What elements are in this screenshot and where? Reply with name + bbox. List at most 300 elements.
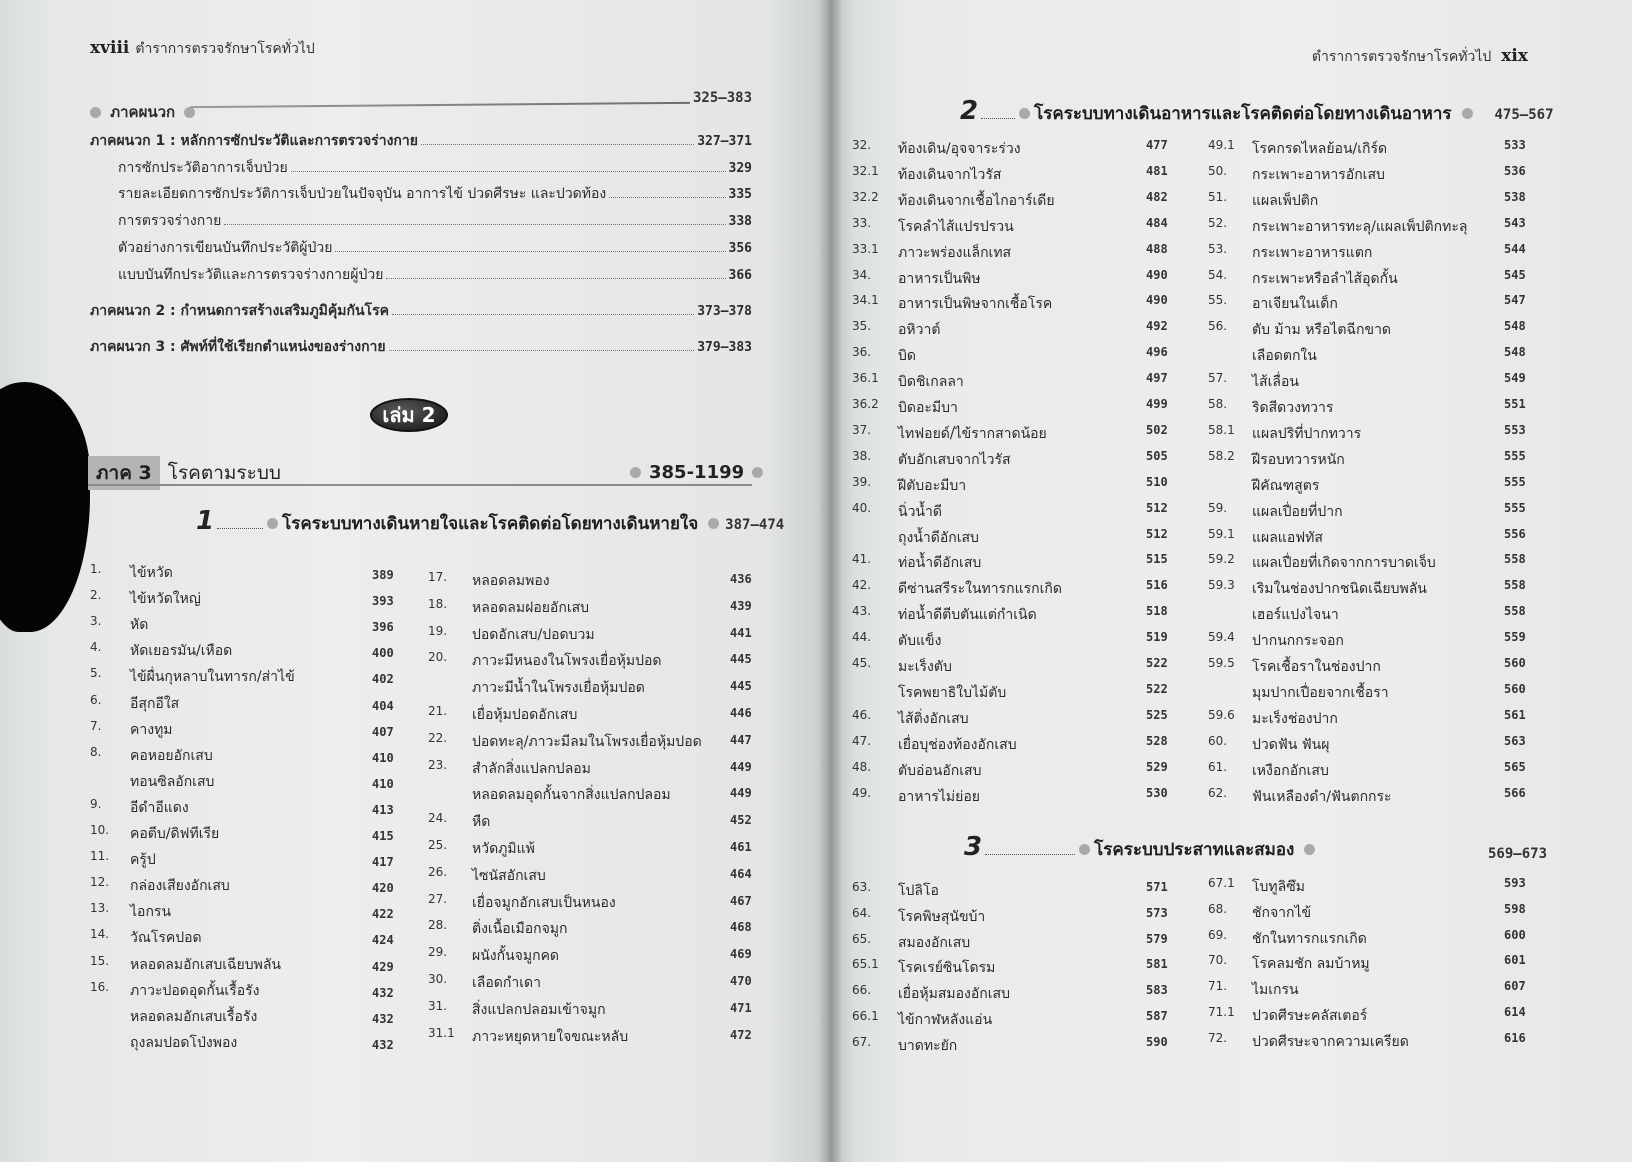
- entry-name: เยื่อหุ้มสมองอักเสบ: [898, 986, 1010, 1003]
- entry-name: ท่อน้ำดีอักเสบ: [898, 555, 982, 572]
- toc-entry: [90, 771, 400, 793]
- toc-entry: [1208, 138, 1538, 160]
- entry-name: มุมปากเปื่อยจากเชื้อรา: [1252, 684, 1389, 701]
- entry-name: ตับอักเสบจากไวรัส: [898, 451, 1011, 468]
- toc-entry: [90, 588, 400, 610]
- entry-number: 37.: [852, 422, 872, 437]
- entry-name: วัณโรคปอด: [130, 930, 202, 947]
- entry-name: แผลปริที่ปากทวาร: [1252, 425, 1362, 442]
- entry-name: หลอดลมอุดกั้นจากสิ่งแปลกปลอม: [472, 787, 671, 804]
- entry-name: เหงือกอักเสบ: [1252, 762, 1329, 779]
- entry-name: บิด: [898, 348, 916, 365]
- chapter-range: 387–474: [725, 517, 785, 533]
- entry-name: สำลักสิ่งแปลกปลอม: [472, 760, 591, 777]
- toc-label: รายละเอียดการซักประวัติการเจ็บป่วยในปัจจุบัน อาการไข้ ปวดศีรษะ และปวดท้อง: [118, 186, 607, 202]
- toc-entry: [428, 758, 758, 780]
- left-running-head: [90, 38, 315, 60]
- entry-number: 9.: [90, 796, 102, 811]
- entry-number: 50.: [1208, 163, 1228, 178]
- entry-page: 538: [1504, 189, 1526, 204]
- toc-label: แบบบันทึกประวัติและการตรวจร่างกายผู้ป่วย: [118, 267, 384, 283]
- toc-entry: [852, 630, 1172, 652]
- entry-name: บาดทะยัก: [898, 1037, 958, 1054]
- entry-page: 477: [1146, 138, 1168, 152]
- entry-name: ฝีคัณฑสูตร: [1252, 477, 1320, 494]
- entry-name: มะเร็งช่องปาก: [1252, 710, 1338, 727]
- toc-label: การซักประวัติอาการเจ็บป่วย: [118, 160, 288, 176]
- leader-dots: [609, 197, 725, 198]
- toc-entry: [90, 849, 400, 871]
- entry-page: 522: [1146, 681, 1168, 696]
- entry-page: 579: [1146, 931, 1168, 946]
- toc-entry: [852, 1009, 1172, 1031]
- toc-entry: [852, 682, 1172, 704]
- entry-page: 417: [372, 855, 394, 870]
- entry-name: ท้องเดินจากเชื้อไกอาร์เดีย: [898, 192, 1055, 209]
- chapter-title: โรคระบบประสาทและสมอง: [1094, 840, 1295, 860]
- entry-number: 66.1: [852, 1009, 879, 1023]
- entry-number: 59.5: [1208, 656, 1235, 670]
- entry-name: มะเร็งตับ: [898, 659, 952, 675]
- entry-number: 32.: [852, 138, 872, 152]
- appendix-toc-line: [90, 336, 752, 358]
- entry-name: ท้องเดินจากไวรัส: [898, 166, 1002, 183]
- entry-number: 33.: [852, 215, 872, 230]
- entry-number: 59.2: [1208, 552, 1235, 567]
- part-title: โรคตามระบบ: [167, 462, 281, 484]
- entry-page: 432: [372, 985, 394, 1000]
- entry-page: 560: [1504, 656, 1526, 670]
- toc-entry: [852, 319, 1172, 341]
- entry-name: อีสุกอีใส: [130, 695, 180, 712]
- toc-entry: [428, 918, 758, 940]
- toc-entry: [852, 708, 1172, 730]
- leader-dots: [224, 224, 725, 225]
- entry-number: 72.: [1208, 1030, 1228, 1045]
- entry-number: 48.: [852, 759, 872, 774]
- toc-entry: [852, 216, 1172, 238]
- toc-entry: [1208, 656, 1538, 678]
- entry-number: 13.: [90, 901, 110, 916]
- entry-number: 1.: [90, 562, 102, 576]
- entry-name: ไส้ติ่งอักเสบ: [898, 710, 969, 727]
- entry-name: ภาวะปอดอุดกั้นเรื้อรัง: [130, 982, 260, 999]
- toc-entry: [1208, 902, 1538, 924]
- entry-name: หลอดลมอักเสบเรื้อรัง: [130, 1008, 258, 1025]
- entry-number: 3.: [90, 614, 102, 629]
- entry-name: ไข้หวัด: [130, 565, 173, 581]
- leader-dots: [392, 314, 694, 315]
- right-folio: xix: [1501, 46, 1528, 66]
- entry-page: 601: [1504, 953, 1526, 968]
- entry-number: 59.6: [1208, 707, 1235, 722]
- entry-name: โรคลำไส้แปรปรวน: [898, 218, 1014, 235]
- part-range: 385-1199: [649, 462, 745, 483]
- toc-entry: [852, 501, 1172, 523]
- entry-number: 17.: [428, 570, 448, 584]
- entry-name: โปลิโอ: [898, 883, 939, 899]
- entry-page: 484: [1146, 215, 1168, 230]
- appendix-toc-line: [90, 300, 752, 322]
- entry-name: ถุงน้ำดีอักเสบ: [898, 529, 979, 546]
- entry-number: 52.: [1208, 215, 1228, 230]
- entry-page: 499: [1146, 397, 1168, 411]
- entry-page: 404: [372, 698, 394, 713]
- entry-page: 449: [730, 759, 752, 774]
- chapter-2-heading: [960, 96, 1554, 127]
- toc-entry: [1208, 190, 1538, 212]
- toc-entry: [1208, 760, 1538, 782]
- toc-label: ตัวอย่างการเขียนบันทึกประวัติผู้ป่วย: [118, 240, 333, 256]
- entry-page: 518: [1146, 604, 1168, 619]
- toc-entry: [852, 1035, 1172, 1057]
- entry-name: กล่องเสียงอักเสบ: [130, 878, 230, 895]
- toc-entry: [428, 811, 758, 833]
- toc-entry: [428, 784, 758, 806]
- chapter-title: โรคระบบทางเดินหายใจและโรคติดต่อโดยทางเดินหายใจ: [282, 514, 699, 534]
- entry-page: 583: [1146, 983, 1168, 998]
- toc-entry: [852, 397, 1172, 419]
- toc-entry: [428, 650, 758, 672]
- entry-page: 560: [1504, 681, 1526, 696]
- entry-number: 54.: [1208, 267, 1228, 282]
- toc-entry: [428, 892, 758, 914]
- entry-number: 46.: [852, 707, 872, 722]
- bullet-dot-icon: [630, 467, 641, 478]
- entry-number: 59.: [1208, 500, 1228, 515]
- entry-page: 439: [730, 598, 752, 613]
- entry-number: 59.3: [1208, 578, 1235, 593]
- entry-number: 27.: [428, 891, 448, 906]
- entry-number: 24.: [428, 811, 448, 826]
- toc-entry: [90, 640, 400, 662]
- entry-page: 558: [1504, 604, 1526, 619]
- toc-entry: [1208, 164, 1538, 186]
- entry-page: 445: [730, 652, 752, 667]
- entry-name: โรคลมชัก ลมบ้าหมู: [1252, 956, 1370, 973]
- entry-name: โรคพยาธิใบไม้ตับ: [898, 684, 1007, 701]
- entry-page: 467: [730, 893, 752, 908]
- toc-page: 366: [728, 268, 752, 283]
- toc-page: 327–371: [697, 134, 752, 149]
- toc-entry: [852, 906, 1172, 928]
- entry-number: 53.: [1208, 241, 1228, 256]
- toc-entry: [428, 570, 758, 592]
- entry-page: 555: [1504, 448, 1526, 463]
- entry-page: 553: [1504, 422, 1526, 437]
- toc-entry: [428, 999, 758, 1021]
- leader-dots: [217, 528, 263, 529]
- entry-page: 496: [1146, 345, 1168, 360]
- entry-number: 45.: [852, 656, 872, 670]
- entry-name: หัด: [130, 617, 149, 634]
- entry-name: ท้องเดิน/อุจจาระร่วง: [898, 141, 1021, 157]
- toc-entry: [90, 1032, 400, 1054]
- entry-name: ดีซ่านสรีระในทารกแรกเกิด: [898, 581, 1062, 598]
- entry-number: 43.: [852, 604, 872, 619]
- toc-label: ภาคผนวก 2 : กำหนดการสร้างเสริมภูมิคุ้มกันโรค: [90, 303, 389, 319]
- entry-number: 51.: [1208, 189, 1228, 204]
- entry-name: ถุงลมปอดโป่งพอง: [130, 1034, 238, 1051]
- entry-name: สิ่งแปลกปลอมเข้าจมูก: [472, 1001, 606, 1018]
- entry-page: 528: [1146, 733, 1168, 748]
- entry-page: 420: [372, 881, 394, 896]
- leader-dots: [386, 278, 725, 279]
- entry-number: 58.1: [1208, 422, 1235, 437]
- entry-name: ปอดทะลุ/ภาวะมีลมในโพรงเยื่อหุ้มปอด: [472, 733, 702, 750]
- book-gutter: [818, 0, 842, 1162]
- entry-page: 607: [1504, 979, 1526, 994]
- bullet-dot-icon: [267, 518, 278, 529]
- chapter-number: 1: [196, 506, 215, 536]
- toc-entry: [90, 901, 400, 923]
- entry-name: ทอนซิลอักเสบ: [130, 773, 215, 790]
- entry-number: 11.: [90, 849, 110, 864]
- appendix-heading: [90, 100, 195, 124]
- entry-number: 4.: [90, 640, 102, 655]
- toc-entry: [1208, 876, 1538, 898]
- entry-name: แผลเพ็ปติก: [1252, 192, 1319, 209]
- appendix-range: 325–383: [693, 90, 753, 106]
- toc-entry: [1208, 216, 1538, 238]
- toc-entry: [852, 552, 1172, 574]
- entry-number: 39.: [852, 474, 872, 489]
- entry-page: 407: [372, 724, 394, 739]
- toc-entry: [852, 242, 1172, 264]
- toc-entry: [90, 797, 400, 819]
- toc-entry: [852, 760, 1172, 782]
- entry-page: 547: [1504, 293, 1526, 308]
- entry-name: ฟันเหลืองดำ/ฟันตกกระ: [1252, 788, 1392, 805]
- entry-page: 490: [1146, 267, 1168, 282]
- entry-number: 67.: [852, 1034, 872, 1049]
- bullet-dot-icon: [708, 518, 719, 529]
- entry-name: โรคเชื้อราในช่องปาก: [1252, 659, 1381, 675]
- entry-page: 556: [1504, 526, 1526, 541]
- entry-page: 614: [1504, 1005, 1526, 1019]
- toc-entry: [1208, 682, 1538, 704]
- toc-entry: [1208, 449, 1538, 471]
- entry-name: เยื่อจมูกอักเสบเป็นหนอง: [472, 894, 616, 911]
- entry-page: 525: [1146, 707, 1168, 722]
- entry-name: ริดสีดวงทวาร: [1252, 400, 1334, 416]
- toc-entry: [852, 880, 1172, 902]
- entry-page: 492: [1146, 319, 1168, 334]
- entry-page: 600: [1504, 927, 1526, 942]
- toc-entry: [1208, 604, 1538, 626]
- toc-entry: [1208, 786, 1538, 808]
- entry-page: 548: [1504, 319, 1526, 334]
- entry-name: เฮอร์แปงไจนา: [1252, 607, 1339, 624]
- entry-page: 555: [1504, 500, 1526, 515]
- entry-name: ปวดศีรษะคลัสเตอร์: [1252, 1008, 1368, 1024]
- entry-number: 57.: [1208, 371, 1228, 386]
- entry-page: 482: [1146, 189, 1168, 204]
- entry-page: 543: [1504, 215, 1526, 230]
- toc-page: 379–383: [697, 340, 752, 355]
- part-box: ภาค 3: [88, 456, 160, 490]
- toc-entry: [852, 656, 1172, 678]
- toc-entry: [428, 972, 758, 994]
- entry-page: 555: [1504, 474, 1526, 489]
- toc-page: 338: [728, 214, 752, 229]
- entry-page: 393: [372, 594, 394, 609]
- chapter-3-heading: [964, 832, 1315, 863]
- toc-entry: [428, 597, 758, 619]
- toc-entry: [1208, 423, 1538, 445]
- toc-entry: [1208, 578, 1538, 600]
- entry-number: 30.: [428, 972, 448, 986]
- entry-name: กระเพาะอาหารแตก: [1252, 244, 1373, 261]
- entry-name: บิดชิเกลลา: [898, 374, 964, 391]
- entry-name: หืด: [472, 814, 491, 831]
- volume-badge: เล่ม 2: [370, 398, 448, 432]
- entry-number: 60.: [1208, 733, 1228, 748]
- entry-name: เยื่อหุ้มปอดอักเสบ: [472, 707, 578, 723]
- entry-page: 432: [372, 1037, 394, 1052]
- entry-number: 5.: [90, 666, 102, 681]
- toc-entry: [1208, 708, 1538, 730]
- chapter-number: 2: [960, 96, 979, 126]
- entry-page: 502: [1146, 422, 1168, 437]
- entry-name: ชักในทารกแรกเกิด: [1252, 930, 1367, 947]
- toc-entry: [852, 786, 1172, 808]
- entry-name: ชักจากไข้: [1252, 904, 1312, 921]
- chapter-3-range: 569–673: [1488, 846, 1548, 862]
- bullet-dot-icon: [1304, 844, 1315, 855]
- entry-name: อีดำอีแดง: [130, 799, 189, 816]
- toc-entry: [1208, 527, 1538, 549]
- entry-name: ไข้กาฬหลังแอ่น: [898, 1012, 993, 1028]
- entry-number: 55.: [1208, 293, 1228, 308]
- toc-entry: [428, 677, 758, 699]
- right-running-head: [1312, 46, 1528, 68]
- entry-number: 32.2: [852, 189, 879, 204]
- entry-page: 581: [1146, 957, 1168, 972]
- entry-page: 468: [730, 920, 752, 935]
- leader-dots: [421, 144, 694, 145]
- entry-page: 410: [372, 750, 394, 765]
- toc-entry: [1208, 345, 1538, 367]
- entry-number: 26.: [428, 864, 448, 879]
- entry-page: 559: [1504, 630, 1526, 645]
- entry-page: 571: [1146, 880, 1168, 894]
- entry-page: 590: [1146, 1034, 1168, 1049]
- toc-entry: [90, 745, 400, 767]
- entry-page: 396: [372, 620, 394, 635]
- entry-name: สมองอักเสบ: [898, 934, 971, 951]
- entry-name: เลือดตกใน: [1252, 348, 1317, 365]
- entry-name: ผนังกั้นจมูกคด: [472, 948, 560, 965]
- entry-number: 20.: [428, 650, 448, 665]
- toc-entry: [90, 875, 400, 897]
- entry-name: หวัดภูมิแพ้: [472, 841, 535, 857]
- toc-entry: [1208, 552, 1538, 574]
- entry-page: 558: [1504, 552, 1526, 567]
- chapter-number: 3: [964, 832, 983, 862]
- toc-entry: [852, 268, 1172, 290]
- appendix-rule: [190, 102, 690, 108]
- toc-entry: [852, 932, 1172, 954]
- entry-name: ปวดฟัน ฟันผุ: [1252, 736, 1330, 753]
- entry-name: เริมในช่องปากชนิดเฉียบพลัน: [1252, 581, 1427, 598]
- entry-number: 59.1: [1208, 526, 1235, 541]
- entry-name: โรคเรย์ซินโดรม: [898, 960, 996, 977]
- entry-page: 529: [1146, 759, 1168, 774]
- bullet-dot-icon: [752, 467, 763, 478]
- entry-page: 505: [1146, 448, 1168, 463]
- entry-page: 471: [730, 1000, 752, 1015]
- entry-number: 29.: [428, 945, 448, 960]
- entry-name: อหิวาต์: [898, 322, 941, 339]
- toc-entry: [1208, 1031, 1538, 1053]
- toc-entry: [1208, 979, 1538, 1001]
- toc-entry: [428, 838, 758, 860]
- entry-number: 15.: [90, 953, 110, 968]
- entry-page: 530: [1146, 785, 1168, 800]
- entry-number: 21.: [428, 704, 448, 718]
- entry-name: ตับ ม้าม หรือไตฉีกขาด: [1252, 322, 1392, 339]
- entry-number: 32.1: [852, 163, 879, 178]
- toc-entry: [1208, 268, 1538, 290]
- toc-entry: [428, 624, 758, 646]
- toc-entry: [1208, 293, 1538, 315]
- entry-page: 616: [1504, 1030, 1526, 1045]
- toc-entry: [1208, 501, 1538, 523]
- appendix-toc-line: [118, 157, 752, 179]
- entry-number: 22.: [428, 730, 448, 745]
- entry-name: อาเจียนในเด็ก: [1252, 296, 1338, 313]
- toc-entry: [1208, 1005, 1538, 1027]
- entry-page: 449: [730, 786, 752, 801]
- toc-entry: [90, 693, 400, 715]
- leader-dots: [389, 350, 695, 351]
- toc-entry: [852, 578, 1172, 600]
- entry-page: 464: [730, 866, 752, 881]
- entry-name: ฝีตับอะมีบา: [898, 477, 967, 494]
- entry-number: 36.: [852, 345, 872, 360]
- entry-page: 415: [372, 829, 394, 843]
- entry-number: 18.: [428, 596, 448, 611]
- entry-page: 598: [1504, 901, 1526, 916]
- toc-entry: [852, 604, 1172, 626]
- entry-number: 42.: [852, 578, 872, 593]
- leader-dots: [291, 171, 726, 172]
- toc-entry: [1208, 242, 1538, 264]
- entry-name: ตับแข็ง: [898, 633, 942, 650]
- left-folio: xviii: [90, 38, 130, 58]
- toc-label: การตรวจร่างกาย: [118, 213, 222, 229]
- entry-page: 429: [372, 959, 394, 974]
- entry-name: เยื่อบุช่องท้องอักเสบ: [898, 736, 1017, 753]
- appendix-toc-line: [118, 264, 752, 286]
- thumb-obstruction: [0, 382, 90, 632]
- entry-page: 445: [730, 679, 752, 694]
- entry-name: หลอดลมพอง: [472, 573, 550, 589]
- chapter-1-heading: [196, 506, 784, 537]
- entry-number: 6.: [90, 692, 102, 707]
- entry-page: 593: [1504, 876, 1526, 890]
- toc-entry: [852, 345, 1172, 367]
- entry-number: 47.: [852, 733, 872, 748]
- entry-name: นิ่วน้ำดี: [898, 503, 942, 520]
- entry-name: ติ่งเนื้อเมือกจมูก: [472, 921, 568, 938]
- entry-number: 44.: [852, 630, 872, 645]
- entry-name: อาหารไม่ย่อย: [898, 788, 980, 805]
- toc-page: 335: [728, 187, 752, 202]
- entry-page: 512: [1146, 526, 1168, 541]
- entry-page: 436: [730, 572, 752, 586]
